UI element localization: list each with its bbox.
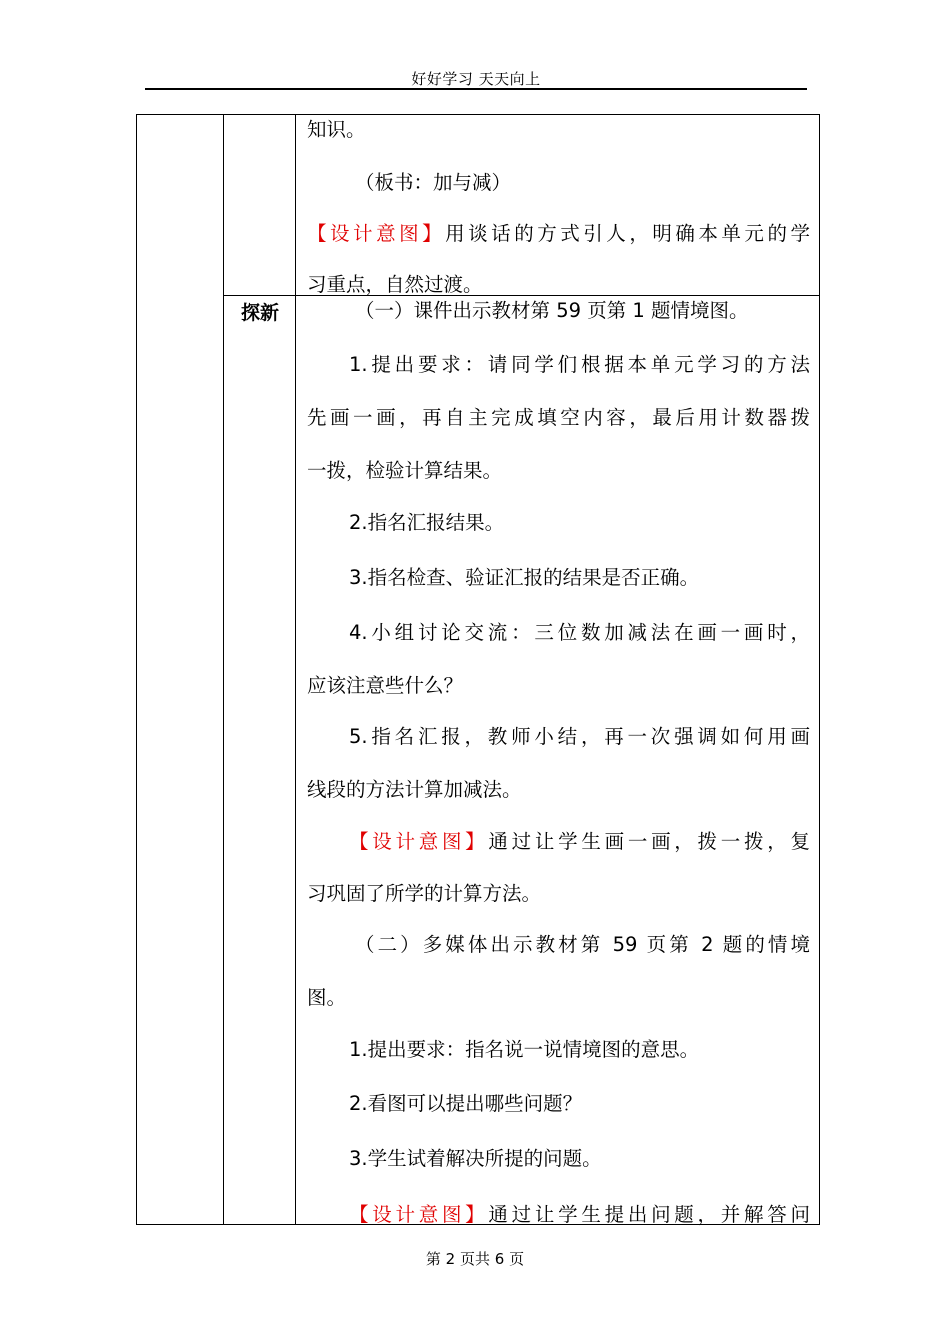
page-footer: 第 2 页共 6 页 (425, 1250, 525, 1268)
text-line: 2.看图可以提出哪些问题？ (349, 1092, 583, 1115)
section-label: 探新 (240, 302, 279, 324)
text-line: 3.学生试着解决所提的问题。 (349, 1147, 602, 1170)
text-line: 【设计意图】通过让学生画一画，拨一拨，复 (349, 830, 810, 853)
text-line: 【设计意图】通过让学生提出问题，并解答问 (349, 1203, 810, 1226)
text-line: （二）多媒体出示教材第 59 页第 2 题的情境 (355, 933, 810, 956)
text-line: 应该注意些什么？ (307, 674, 464, 697)
text-line: （一）课件出示教材第 59 页第 1 题情境图。 (355, 299, 749, 322)
text-line: 3.指名检查、验证汇报的结果是否正确。 (349, 566, 700, 589)
text-line: 1.提出要求：指名说一说情境图的意思。 (349, 1038, 700, 1061)
text-line: 5.指名汇报，教师小结，再一次强调如何用画 (349, 725, 810, 748)
header-rule (145, 88, 807, 90)
text-line: 图。 (307, 986, 347, 1009)
text-line: 线段的方法计算加减法。 (307, 778, 522, 801)
page-header: 好好学习 天天向上 (411, 70, 541, 88)
text-line: 4.小组讨论交流：三位数加减法在画一画时， (349, 621, 810, 644)
text-line: 2.指名汇报结果。 (349, 511, 505, 534)
text-line: 习重点，自然过渡。 (307, 273, 483, 296)
text-line: 知识。 (307, 118, 366, 141)
text-line: 【设计意图】用谈话的方式引人，明确本单元的学 (307, 222, 810, 245)
text-line: 习巩固了所学的计算方法。 (307, 882, 542, 905)
text-line: （板书：加与减） (355, 171, 512, 194)
text-line: 先画一画，再自主完成填空内容，最后用计数器拨 (307, 406, 810, 429)
text-line: 一拨，检验计算结果。 (307, 459, 503, 482)
column-divider (223, 115, 224, 1224)
lesson-table (136, 114, 820, 1225)
text-line: 1.提出要求：请同学们根据本单元学习的方法 (349, 353, 810, 376)
column-divider (295, 115, 296, 1224)
